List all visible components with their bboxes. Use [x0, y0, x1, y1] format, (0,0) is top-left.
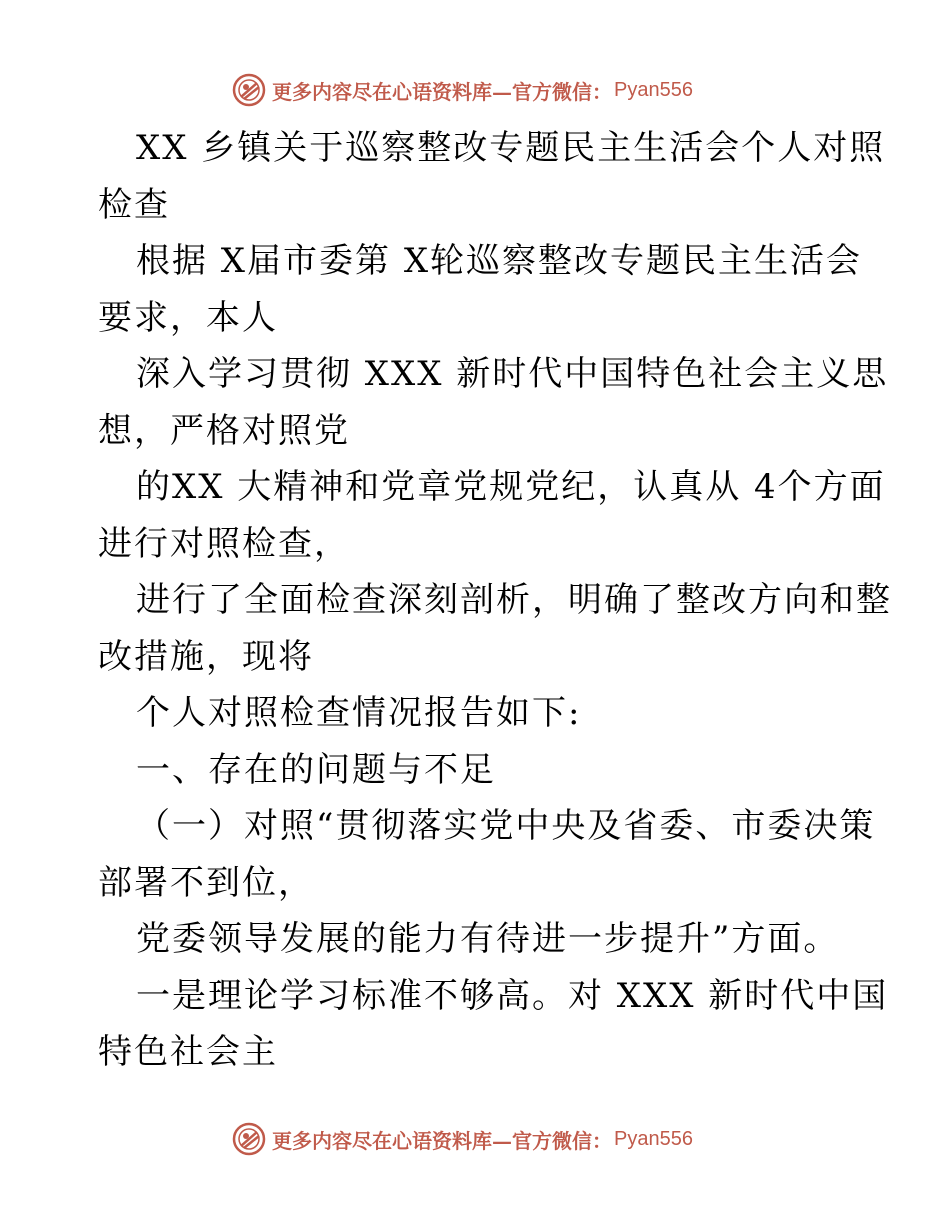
- paragraph-line: （一）对照“贯彻落实党中央及省委、市委决策: [136, 806, 876, 846]
- paragraph-line: 要求，本人: [98, 297, 278, 338]
- paragraph-line: 个人对照检查情况报告如下:: [136, 693, 582, 733]
- paragraph-line: 的XX 大精神和党章党规党纪，认真从 4个方面: [136, 467, 886, 507]
- paragraph-line: 一、存在的问题与不足: [136, 749, 496, 790]
- document-body: [98, 120, 892, 1081]
- banner-wechat-id: Pyan556: [614, 78, 693, 101]
- header-banner: [232, 70, 722, 110]
- seal-logo-icon: [232, 1122, 266, 1156]
- paragraph-line: XX 乡镇关于巡察整改专题民主生活会个人对照: [136, 128, 886, 168]
- banner-text: 更多内容尽在心语资料库—官方微信：: [272, 79, 612, 104]
- paragraph-line: 想，严格对照党: [98, 410, 350, 451]
- paragraph-line: 进行对照检查，: [98, 523, 350, 564]
- paragraph-line: 根据 X届市委第 X轮巡察整改专题民主生活会: [136, 241, 863, 281]
- paragraph-line: 特色社会主: [98, 1032, 278, 1072]
- seal-logo-icon: [232, 73, 266, 107]
- paragraph-line: 检查: [98, 184, 170, 225]
- paragraph-line: 进行了全面检查深刻剖析，明确了整改方向和整: [136, 580, 892, 620]
- paragraph-line: 党委领导发展的能力有待进一步提升”方面。: [136, 919, 840, 959]
- footer-banner: [232, 1119, 722, 1159]
- paragraph-line: 改措施，现将: [98, 636, 314, 677]
- paragraph-line: 一是理论学习标准不够高。对 XXX 新时代中国: [136, 975, 889, 1016]
- paragraph-line: 深入学习贯彻 XXX 新时代中国特色社会主义思: [136, 354, 889, 394]
- banner-wechat-id: Pyan556: [614, 1127, 693, 1150]
- banner-text: 更多内容尽在心语资料库—官方微信：: [272, 1128, 612, 1153]
- paragraph-line: 部署不到位，: [98, 862, 314, 903]
